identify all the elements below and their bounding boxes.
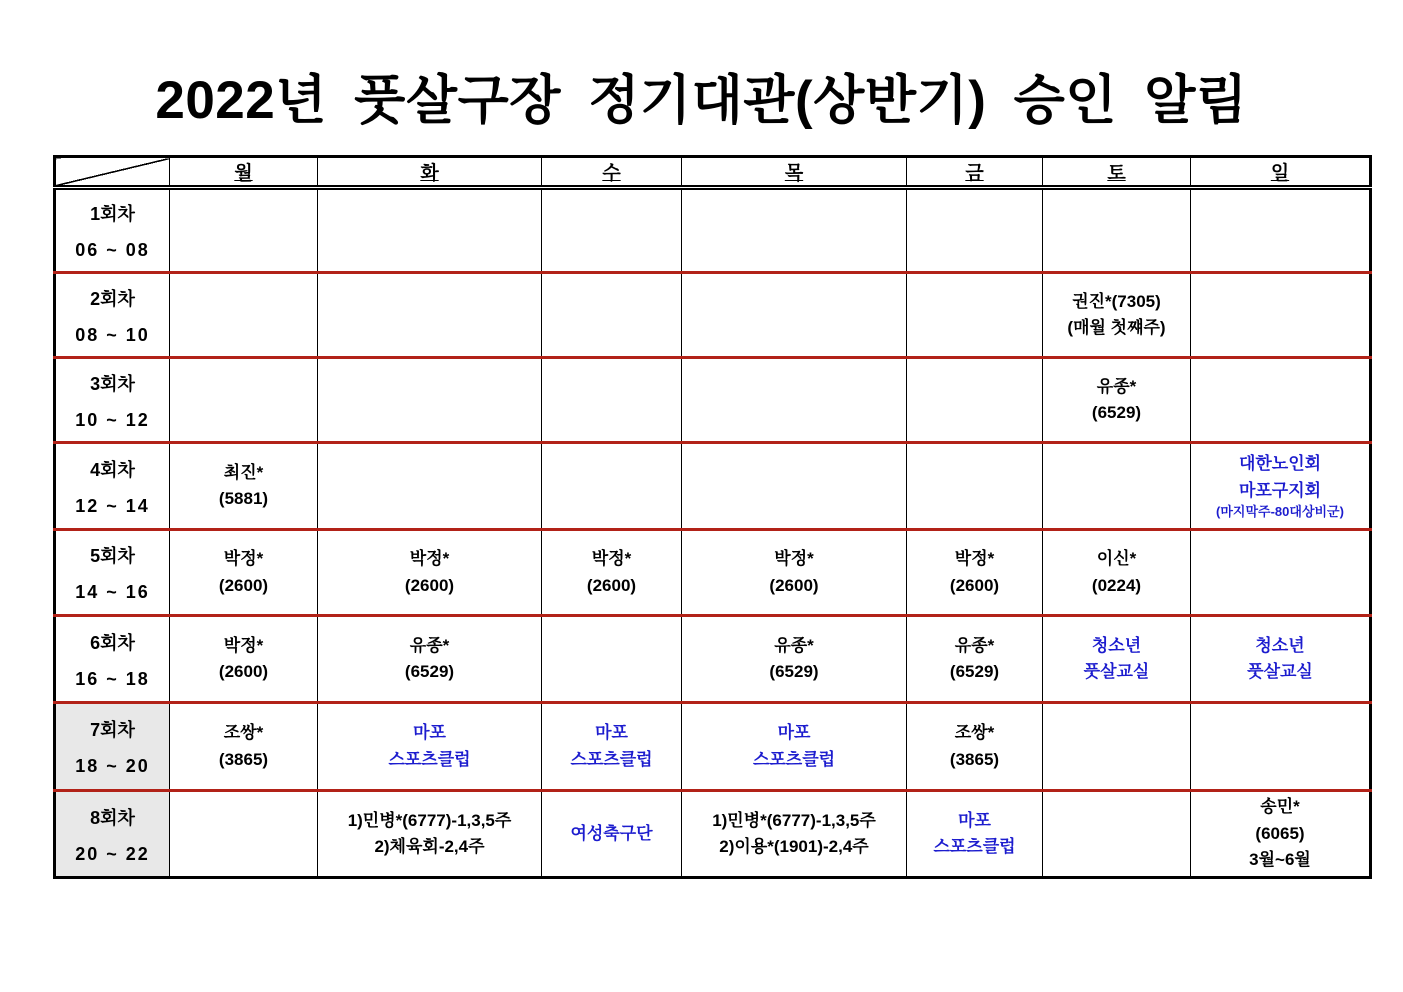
day-header-label: 수	[602, 163, 621, 184]
booking-text: (2600)	[769, 575, 819, 595]
session-number: 7회차	[90, 720, 135, 740]
schedule-cell	[907, 358, 1043, 443]
schedule-cell	[1191, 188, 1371, 273]
schedule-cell	[1043, 791, 1191, 878]
schedule-cell	[318, 358, 542, 443]
booking-text: (2600)	[404, 575, 455, 595]
booking-text: 여성축구단	[570, 823, 653, 843]
schedule-cell	[907, 443, 1043, 530]
schedule-cell	[318, 703, 542, 791]
schedule-cell	[542, 791, 682, 878]
booking-text: (2600)	[218, 662, 269, 681]
booking-text: 풋살교실	[1247, 662, 1313, 681]
session-time-range: 20 ~ 22	[75, 843, 150, 864]
session-label	[55, 443, 170, 530]
booking-text: (2600)	[218, 575, 269, 595]
session-time-range: 06 ~ 08	[75, 240, 150, 260]
schedule-cell	[1043, 703, 1191, 791]
schedule-cell	[1043, 443, 1191, 530]
booking-text: 조쌍*	[954, 723, 995, 743]
session-label	[55, 273, 170, 358]
schedule-cell	[907, 616, 1043, 703]
session-time-range: 08 ~ 10	[75, 324, 150, 345]
schedule-cell	[1191, 530, 1371, 616]
booking-text: 마포	[595, 723, 628, 743]
day-header-3	[682, 157, 907, 188]
booking-text: 박정*	[223, 549, 264, 569]
table-row	[55, 616, 1371, 703]
booking-text: 마포구지회	[1238, 480, 1322, 500]
day-header-label: 금	[965, 163, 984, 184]
booking-text: (3865)	[218, 749, 269, 769]
session-time-range: 12 ~ 14	[75, 495, 150, 516]
booking-text: 유종*	[409, 635, 450, 655]
schedule-cell	[542, 358, 682, 443]
booking-text: 3월~6월	[1249, 850, 1311, 870]
schedule-cell	[170, 188, 318, 273]
session-number: 1회차	[90, 204, 135, 224]
booking-text: 유종*	[954, 635, 995, 655]
session-time-range: 14 ~ 16	[75, 582, 150, 602]
schedule-cell	[907, 188, 1043, 273]
session-label	[55, 791, 170, 878]
day-header-0	[170, 157, 318, 188]
booking-text: 마포	[958, 810, 991, 830]
booking-text: 마포	[777, 723, 811, 743]
booking-text: (매월 첫쨰주)	[1067, 318, 1166, 337]
day-header-label: 토	[1107, 163, 1126, 184]
schedule-cell	[682, 703, 907, 791]
schedule-cell	[682, 791, 907, 878]
schedule-cell	[1043, 616, 1191, 703]
booking-text: 스포츠클럽	[752, 749, 836, 769]
schedule-cell	[907, 791, 1043, 878]
schedule-cell	[907, 273, 1043, 358]
schedule-cell	[542, 188, 682, 273]
schedule-cell	[907, 530, 1043, 616]
schedule-cell	[682, 273, 907, 358]
schedule-cell	[1043, 530, 1191, 616]
booking-text: 스포츠클럽	[933, 837, 1016, 856]
session-number: 4회차	[90, 459, 135, 480]
booking-text: (3865)	[949, 749, 1000, 769]
schedule-cell	[318, 443, 542, 530]
booking-text: 대한노인회	[1238, 454, 1322, 474]
schedule-cell	[682, 358, 907, 443]
booking-text: 청소년	[1091, 635, 1142, 655]
booking-text: 유종*	[1096, 376, 1137, 396]
schedule-cell	[542, 703, 682, 791]
booking-text: 청소년	[1255, 635, 1305, 655]
schedule-cell	[1191, 616, 1371, 703]
booking-text: (6529)	[1091, 403, 1142, 422]
schedule-cell	[1191, 358, 1371, 443]
schedule-cell	[170, 703, 318, 791]
booking-text: 2)이용*(1901)-2,4주	[719, 837, 869, 856]
schedule-cell	[170, 273, 318, 358]
page-title: 2022년 풋살구장 정기대관(상반기) 승인 알림	[155, 71, 1248, 130]
schedule-cell	[170, 358, 318, 443]
booking-text: 송민*	[1260, 797, 1300, 817]
booking-text: 1)민병*(6777)-1,3,5주	[712, 810, 876, 830]
booking-text: 최진*	[223, 462, 264, 482]
session-label	[55, 703, 170, 791]
schedule-cell	[318, 188, 542, 273]
booking-text: 이신*	[1096, 549, 1137, 569]
schedule-cell	[170, 791, 318, 878]
booking-text: 박정*	[954, 549, 995, 569]
schedule-cell	[542, 530, 682, 616]
schedule-cell	[1043, 358, 1191, 443]
schedule-cell	[1191, 791, 1371, 878]
booking-text: 박정*	[223, 635, 264, 655]
schedule-cell	[682, 530, 907, 616]
schedule-cell	[1191, 443, 1371, 530]
day-header-5	[1043, 157, 1191, 188]
session-number: 8회차	[90, 807, 135, 828]
session-label	[55, 188, 170, 273]
booking-text: 스포츠클럽	[570, 749, 653, 769]
booking-text: (6065)	[1255, 823, 1305, 843]
booking-text: (2600)	[586, 575, 637, 595]
table-row	[55, 273, 1371, 358]
schedule-cell	[907, 703, 1043, 791]
schedule-cell	[1043, 273, 1191, 358]
day-header-2	[542, 157, 682, 188]
corner-diagonal-cell	[55, 157, 170, 188]
session-number: 6회차	[90, 632, 135, 653]
booking-text: (6529)	[769, 662, 819, 681]
schedule-cell	[1043, 188, 1191, 273]
session-number: 5회차	[90, 546, 135, 566]
day-header-label: 일	[1270, 163, 1290, 184]
schedule-cell	[1191, 273, 1371, 358]
booking-text: (0224)	[1091, 575, 1142, 595]
session-time-range: 18 ~ 20	[75, 756, 150, 776]
table-row	[55, 530, 1371, 616]
session-time-range: 10 ~ 12	[75, 409, 150, 430]
day-header-4	[907, 157, 1043, 188]
schedule-cell	[682, 188, 907, 273]
booking-text: (2600)	[949, 575, 1000, 595]
table-row	[55, 703, 1371, 791]
booking-text: (5881)	[218, 489, 269, 508]
table-row	[55, 791, 1371, 878]
booking-text: 마포	[413, 723, 446, 743]
day-header-1	[318, 157, 542, 188]
booking-text: 풋살교실	[1083, 662, 1150, 681]
schedule-cell	[1191, 703, 1371, 791]
booking-text: 조쌍*	[223, 723, 264, 743]
booking-text: 권진*(7305)	[1072, 291, 1161, 311]
schedule-table	[53, 155, 1372, 879]
session-number: 3회차	[90, 373, 135, 394]
booking-note: (마지막주-80대상비군)	[1216, 503, 1344, 519]
table-row	[55, 358, 1371, 443]
booking-text: 유종*	[774, 635, 814, 655]
schedule-cell	[170, 443, 318, 530]
schedule-cell	[542, 443, 682, 530]
booking-text: (6529)	[404, 662, 455, 681]
booking-text: 스포츠클럽	[388, 749, 471, 769]
session-time-range: 16 ~ 18	[75, 668, 150, 689]
schedule-cell	[170, 616, 318, 703]
schedule-cell	[682, 443, 907, 530]
schedule-cell	[682, 616, 907, 703]
booking-text: 박정*	[591, 549, 632, 569]
booking-text: 2)체육회-2,4주	[374, 837, 485, 856]
day-header-label: 월	[234, 163, 253, 184]
session-label	[55, 616, 170, 703]
schedule-cell	[318, 616, 542, 703]
booking-text: 박정*	[409, 549, 450, 569]
day-header-6	[1191, 157, 1371, 188]
booking-text: 1)민병*(6777)-1,3,5주	[347, 810, 512, 830]
schedule-cell	[542, 616, 682, 703]
session-label	[55, 358, 170, 443]
day-header-row	[55, 157, 1371, 188]
session-label	[55, 530, 170, 616]
table-row	[55, 188, 1371, 273]
booking-text: (6529)	[949, 662, 1000, 681]
schedule-cell	[318, 530, 542, 616]
day-header-label: 화	[420, 163, 439, 184]
schedule-cell	[318, 273, 542, 358]
schedule-cell	[542, 273, 682, 358]
session-number: 2회차	[90, 288, 135, 309]
schedule-cell	[170, 530, 318, 616]
day-header-label: 목	[784, 163, 804, 184]
table-row	[55, 443, 1371, 530]
schedule-cell	[318, 791, 542, 878]
booking-text: 박정*	[774, 549, 814, 569]
